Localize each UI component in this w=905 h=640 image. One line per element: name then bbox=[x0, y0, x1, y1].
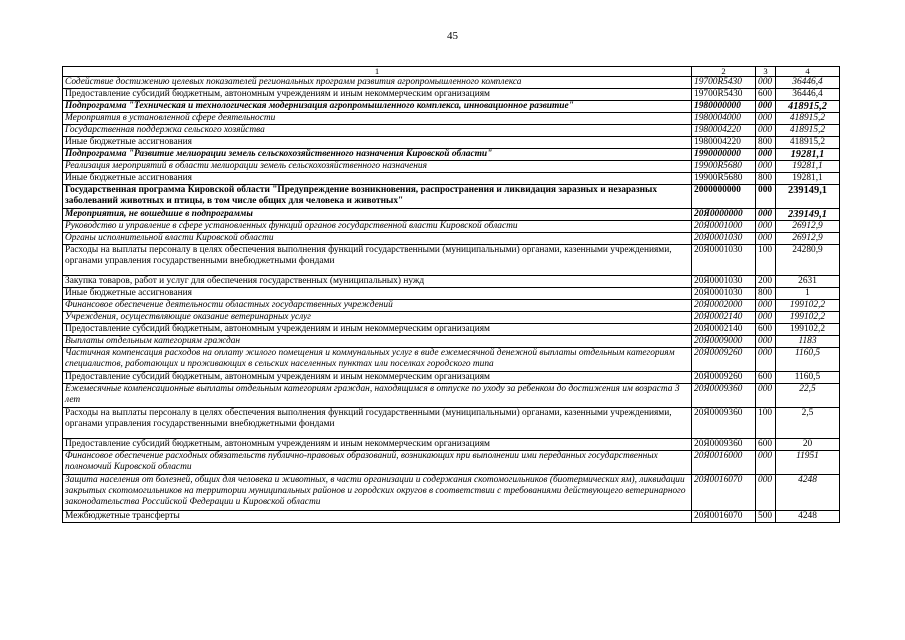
row-type-cell: 000 bbox=[756, 221, 776, 233]
row-code-cell: 1980004220 bbox=[692, 125, 756, 137]
row-sum-cell: 199102,2 bbox=[776, 324, 840, 336]
row-type-cell: 600 bbox=[756, 324, 776, 336]
table-header-row bbox=[63, 67, 840, 77]
row-name-cell: Закупка товаров, работ и услуг для обеспечения государственных (муниципальных) нужд bbox=[63, 276, 692, 288]
row-sum-cell: 239149,1 bbox=[776, 209, 840, 221]
row-type-cell: 000 bbox=[756, 113, 776, 125]
row-name-cell: Предоставление субсидий бюджетным, автономным учреждениям и иным некоммерческим организациям bbox=[63, 372, 692, 384]
row-code-cell: 19900R5680 bbox=[692, 173, 756, 185]
row-code-cell: 1980000000 bbox=[692, 101, 756, 113]
row-type-cell: 000 bbox=[756, 300, 776, 312]
table-row bbox=[63, 348, 840, 372]
row-type-cell: 000 bbox=[756, 312, 776, 324]
table-row bbox=[63, 372, 840, 384]
table-row bbox=[63, 221, 840, 233]
budget-table bbox=[62, 66, 840, 523]
row-type-cell: 000 bbox=[756, 101, 776, 113]
row-name-cell: Предоставление субсидий бюджетным, автономным учреждениям и иным некоммерческим организациям bbox=[63, 439, 692, 451]
table-row bbox=[63, 233, 840, 245]
row-type-cell: 600 bbox=[756, 439, 776, 451]
row-code-cell: 20Я0000000 bbox=[692, 209, 756, 221]
row-name-cell: Реализация мероприятий в области мелиорации земель сельскохозяйственного назначения bbox=[63, 161, 692, 173]
row-code-cell: 20Я0002140 bbox=[692, 312, 756, 324]
row-name-cell: Межбюджетные трансферты bbox=[63, 511, 692, 523]
row-type-cell: 000 bbox=[756, 185, 776, 209]
row-name-cell: Учреждения, осуществляющие оказание ветеринарных услуг bbox=[63, 312, 692, 324]
row-sum-cell: 11951 bbox=[776, 451, 840, 475]
row-code-cell: 20Я0009260 bbox=[692, 348, 756, 372]
row-code-cell: 20Я0009360 bbox=[692, 384, 756, 408]
table-row bbox=[63, 300, 840, 312]
table-row bbox=[63, 113, 840, 125]
row-code-cell: 1980004220 bbox=[692, 137, 756, 149]
row-name-cell: Руководство и управление в сфере установленных функций органов государственной власти Кировской области bbox=[63, 221, 692, 233]
table-row bbox=[63, 149, 840, 161]
row-type-cell: 800 bbox=[756, 137, 776, 149]
header-col-1: 1 bbox=[63, 67, 692, 77]
row-name-cell: Подпрограмма "Техническая и технологическая модернизация агропромышленного комплекса, инновационное развитие" bbox=[63, 101, 692, 113]
row-sum-cell: 26912,9 bbox=[776, 233, 840, 245]
table-row bbox=[63, 209, 840, 221]
row-type-cell: 000 bbox=[756, 336, 776, 348]
row-sum-cell: 24280,9 bbox=[776, 245, 840, 276]
row-name-cell: Государственная поддержка сельского хозяйства bbox=[63, 125, 692, 137]
row-name-cell: Защита населения от болезней, общих для человека и животных, в части организации и содержания скотомогильников (биотермических ям), ликвидации закрытых скотомогильников на территории муниципальных районов и городских округов в соответствии с требованиями действующего ветеринарного законодательства Российской Федерации и Кировской области bbox=[63, 475, 692, 511]
row-type-cell: 200 bbox=[756, 276, 776, 288]
row-sum-cell: 20 bbox=[776, 439, 840, 451]
row-sum-cell: 2,5 bbox=[776, 408, 840, 439]
row-type-cell: 000 bbox=[756, 209, 776, 221]
row-sum-cell: 1 bbox=[776, 288, 840, 300]
row-name-cell: Иные бюджетные ассигнования bbox=[63, 173, 692, 185]
row-code-cell: 2000000000 bbox=[692, 185, 756, 209]
row-code-cell: 20Я0016070 bbox=[692, 511, 756, 523]
row-sum-cell: 418915,2 bbox=[776, 113, 840, 125]
table-row bbox=[63, 125, 840, 137]
table-row bbox=[63, 384, 840, 408]
row-type-cell: 000 bbox=[756, 125, 776, 137]
row-sum-cell: 418915,2 bbox=[776, 101, 840, 113]
row-type-cell: 000 bbox=[756, 348, 776, 372]
table-row bbox=[63, 336, 840, 348]
table-row bbox=[63, 451, 840, 475]
row-sum-cell: 2631 bbox=[776, 276, 840, 288]
row-name-cell: Иные бюджетные ассигнования bbox=[63, 288, 692, 300]
row-code-cell: 20Я0016070 bbox=[692, 475, 756, 511]
row-sum-cell: 4248 bbox=[776, 475, 840, 511]
row-sum-cell: 19281,1 bbox=[776, 149, 840, 161]
row-sum-cell: 4248 bbox=[776, 511, 840, 523]
row-name-cell: Частичная компенсация расходов на оплату жилого помещения и коммунальных услуг в виде ежемесячной денежной выплаты отдельным категориям специалистов, работающих и проживающих в сельских населенных пунктах или поселках городского типа bbox=[63, 348, 692, 372]
table-row bbox=[63, 312, 840, 324]
row-sum-cell: 19281,1 bbox=[776, 161, 840, 173]
row-code-cell: 20Я0002000 bbox=[692, 300, 756, 312]
header-col-2: 2 bbox=[692, 67, 756, 77]
row-sum-cell: 19281,1 bbox=[776, 173, 840, 185]
table-row bbox=[63, 161, 840, 173]
row-code-cell: 20Я0009000 bbox=[692, 336, 756, 348]
row-type-cell: 000 bbox=[756, 384, 776, 408]
row-sum-cell: 22,5 bbox=[776, 384, 840, 408]
row-sum-cell: 36446,4 bbox=[776, 89, 840, 101]
row-type-cell: 500 bbox=[756, 511, 776, 523]
table-row bbox=[63, 475, 840, 511]
row-code-cell: 20Я0001030 bbox=[692, 245, 756, 276]
row-code-cell: 1980004000 bbox=[692, 113, 756, 125]
row-sum-cell: 418915,2 bbox=[776, 125, 840, 137]
row-sum-cell: 418915,2 bbox=[776, 137, 840, 149]
row-type-cell: 600 bbox=[756, 89, 776, 101]
table-row bbox=[63, 89, 840, 101]
row-sum-cell: 26912,9 bbox=[776, 221, 840, 233]
table-row bbox=[63, 245, 840, 276]
row-name-cell: Органы исполнительной власти Кировской области bbox=[63, 233, 692, 245]
table-row bbox=[63, 288, 840, 300]
table-row bbox=[63, 511, 840, 523]
row-type-cell: 000 bbox=[756, 161, 776, 173]
row-code-cell: 20Я0009260 bbox=[692, 372, 756, 384]
row-name-cell: Расходы на выплаты персоналу в целях обеспечения выполнения функций государственными (муниципальными) органами, казенными учреждениями, органами управления государственными внебюджетными фондами bbox=[63, 408, 692, 439]
row-type-cell: 000 bbox=[756, 77, 776, 89]
row-type-cell: 800 bbox=[756, 288, 776, 300]
row-name-cell: Мероприятия, не вошедшие в подпрограммы bbox=[63, 209, 692, 221]
row-code-cell: 20Я0009360 bbox=[692, 408, 756, 439]
table-row bbox=[63, 101, 840, 113]
header-col-4: 4 bbox=[776, 67, 840, 77]
row-code-cell: 19700R5430 bbox=[692, 77, 756, 89]
row-code-cell: 19700R5430 bbox=[692, 89, 756, 101]
row-name-cell: Подпрограмма "Развитие мелиорации земель сельскохозяйственного назначения Кировской области" bbox=[63, 149, 692, 161]
row-name-cell: Финансовое обеспечение расходных обязательств публично-правовых образований, возникающих при выполнении ими переданных государственных полномочий Кировской области bbox=[63, 451, 692, 475]
row-sum-cell: 1160,5 bbox=[776, 372, 840, 384]
table-row bbox=[63, 77, 840, 89]
row-code-cell: 1990000000 bbox=[692, 149, 756, 161]
row-sum-cell: 36446,4 bbox=[776, 77, 840, 89]
row-sum-cell: 199102,2 bbox=[776, 312, 840, 324]
row-code-cell: 20Я0002140 bbox=[692, 324, 756, 336]
row-type-cell: 000 bbox=[756, 149, 776, 161]
row-name-cell: Расходы на выплаты персоналу в целях обеспечения выполнения функций государственными (муниципальными) органами, казенными учреждениями, органами управления государственными внебюджетными фондами bbox=[63, 245, 692, 276]
row-type-cell: 600 bbox=[756, 372, 776, 384]
row-code-cell: 19900R5680 bbox=[692, 161, 756, 173]
table-row bbox=[63, 137, 840, 149]
row-name-cell: Иные бюджетные ассигнования bbox=[63, 137, 692, 149]
row-sum-cell: 199102,2 bbox=[776, 300, 840, 312]
row-code-cell: 20Я0001030 bbox=[692, 233, 756, 245]
row-type-cell: 000 bbox=[756, 451, 776, 475]
row-name-cell: Предоставление субсидий бюджетным, автономным учреждениям и иным некоммерческим организациям bbox=[63, 324, 692, 336]
row-sum-cell: 239149,1 bbox=[776, 185, 840, 209]
table-row bbox=[63, 439, 840, 451]
row-code-cell: 20Я0016000 bbox=[692, 451, 756, 475]
row-sum-cell: 1183 bbox=[776, 336, 840, 348]
row-type-cell: 100 bbox=[756, 245, 776, 276]
row-type-cell: 000 bbox=[756, 233, 776, 245]
row-code-cell: 20Я0009360 bbox=[692, 439, 756, 451]
table-row bbox=[63, 276, 840, 288]
table-row bbox=[63, 324, 840, 336]
table-row bbox=[63, 408, 840, 439]
row-code-cell: 20Я0001030 bbox=[692, 288, 756, 300]
row-name-cell: Выплаты отдельным категориям граждан bbox=[63, 336, 692, 348]
row-name-cell: Мероприятия в установленной сфере деятельности bbox=[63, 113, 692, 125]
row-name-cell: Ежемесячные компенсационные выплаты отдельным категориям граждан, находящимся в отпуске по уходу за ребенком до достижения им возраста 3 лет bbox=[63, 384, 692, 408]
row-type-cell: 800 bbox=[756, 173, 776, 185]
row-type-cell: 100 bbox=[756, 408, 776, 439]
row-type-cell: 000 bbox=[756, 475, 776, 511]
row-name-cell: Финансовое обеспечение деятельности областных государственных учреждений bbox=[63, 300, 692, 312]
table-row bbox=[63, 173, 840, 185]
header-col-3: 3 bbox=[756, 67, 776, 77]
row-name-cell: Государственная программа Кировской области "Предупреждение возникновения, распространения и ликвидация заразных и незаразных заболеваний животных и птицы, в том числе общих для человека и животных" bbox=[63, 185, 692, 209]
row-name-cell: Содействие достижению целевых показателей региональных программ развития агропромышленного комплекса bbox=[63, 77, 692, 89]
row-code-cell: 20Я0001000 bbox=[692, 221, 756, 233]
row-code-cell: 20Я0001030 bbox=[692, 276, 756, 288]
table-row bbox=[63, 185, 840, 209]
row-sum-cell: 1160,5 bbox=[776, 348, 840, 372]
row-name-cell: Предоставление субсидий бюджетным, автономным учреждениям и иным некоммерческим организациям bbox=[63, 89, 692, 101]
page-number: 45 bbox=[447, 30, 458, 42]
